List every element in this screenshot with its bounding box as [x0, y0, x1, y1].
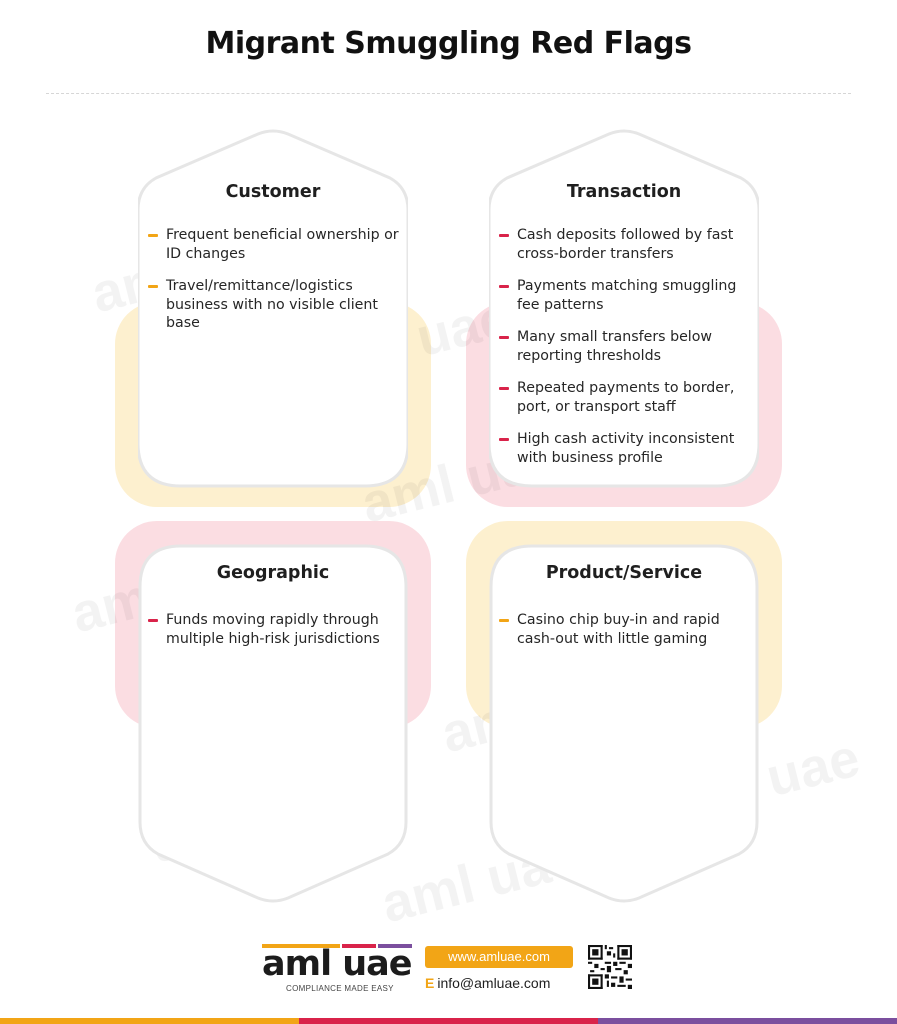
- footer-bar-purple: [598, 1018, 897, 1024]
- list-item: [499, 379, 755, 416]
- red-flag-list: [148, 611, 404, 662]
- hexagon-frame: [138, 544, 408, 904]
- list-item: [499, 328, 755, 365]
- dash-bullet-icon: [499, 285, 509, 288]
- email-address: info@amluae.com: [437, 975, 551, 991]
- email-contact[interactable]: [425, 975, 550, 991]
- card-title: Product/Service: [545, 563, 703, 583]
- list-item: [148, 226, 404, 263]
- list-item-text: Casino chip buy-in and rapid cash-out with little gaming: [517, 612, 720, 647]
- email-label: E: [425, 975, 435, 991]
- dash-bullet-icon: [499, 387, 509, 390]
- footer-bar-pink: [299, 1018, 598, 1024]
- website-link[interactable]: www.amluae.com: [425, 946, 573, 968]
- title-divider: [46, 93, 851, 94]
- list-item-text: Payments matching smuggling fee patterns: [517, 278, 737, 313]
- qr-code-icon: [588, 945, 632, 989]
- red-flag-list: [499, 226, 755, 481]
- list-item: [499, 226, 755, 263]
- geographic-card: [138, 544, 408, 904]
- dash-bullet-icon: [499, 336, 509, 339]
- list-item-text: High cash activity inconsistent with business profile: [517, 431, 735, 466]
- list-item-text: Frequent beneficial ownership or ID changes: [166, 227, 399, 262]
- footer-bar-yellow: [0, 1018, 299, 1024]
- aml-uae-logo: [262, 944, 412, 996]
- list-item: [499, 277, 755, 314]
- list-item: [148, 611, 404, 648]
- card-title: Geographic: [216, 563, 330, 583]
- dash-bullet-icon: [499, 619, 509, 622]
- dash-bullet-icon: [148, 619, 158, 622]
- dash-bullet-icon: [499, 234, 509, 237]
- list-item-text: Repeated payments to border, port, or transport staff: [517, 380, 735, 415]
- list-item-text: Travel/remittance/logistics business with no visible client base: [166, 278, 378, 331]
- transaction-card: [489, 128, 759, 488]
- card-title: Transaction: [566, 182, 682, 202]
- red-flag-list: [148, 226, 404, 347]
- list-item-text: Cash deposits followed by fast cross-border transfers: [517, 227, 734, 262]
- list-item-text: Funds moving rapidly through multiple high-risk jurisdictions: [166, 612, 380, 647]
- logo-tagline: COMPLIANCE MADE EASY: [286, 984, 394, 993]
- card-title: Customer: [225, 182, 321, 202]
- list-item: [499, 611, 755, 648]
- dash-bullet-icon: [499, 438, 509, 441]
- list-item: [148, 277, 404, 333]
- dash-bullet-icon: [148, 285, 158, 288]
- list-item-text: Many small transfers below reporting thresholds: [517, 329, 713, 364]
- red-flag-list: [499, 611, 755, 662]
- page-title: Migrant Smuggling Red Flags: [205, 26, 692, 61]
- logo-wordmark: aml uae: [262, 944, 412, 984]
- customer-card: [138, 128, 408, 488]
- list-item: [499, 430, 755, 467]
- product-service-card: [489, 544, 759, 904]
- hexagon-frame: [489, 544, 759, 904]
- dash-bullet-icon: [148, 234, 158, 237]
